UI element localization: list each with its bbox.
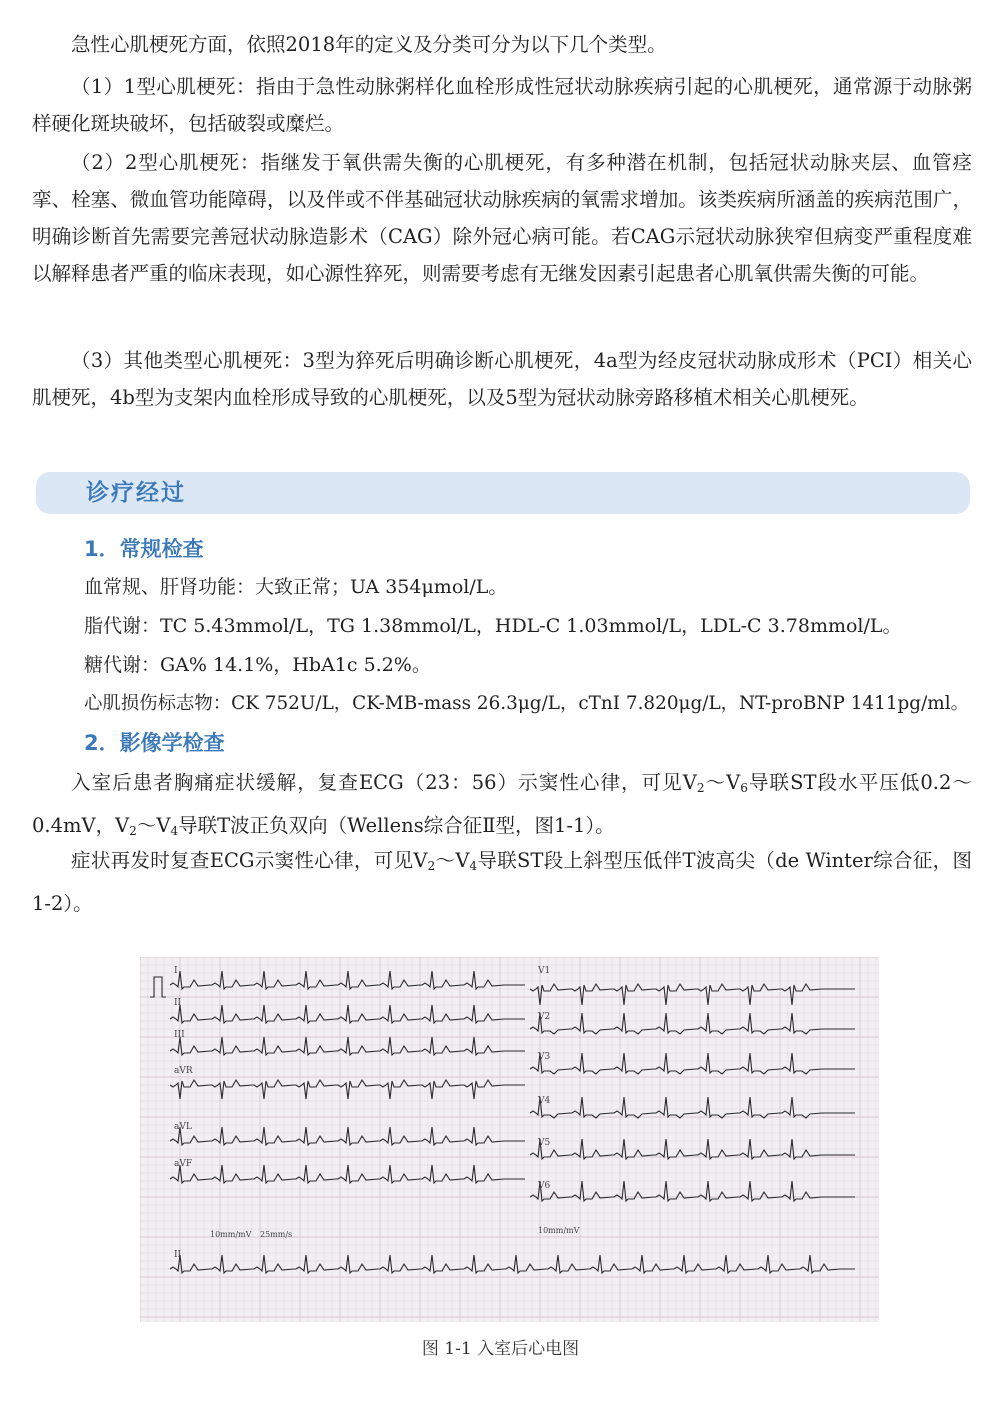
intro-paragraph: 急性心肌梗死方面，依照2018年的定义及分类可分为以下几个类型。 <box>71 33 667 56</box>
lead-label-V1: V1 <box>538 966 551 976</box>
routine-line-lipid: 脂代谢：TC 5.43mmol/L，TG 1.38mmol/L，HDL-C 1.03mmol/L，LDL-C 3.78mmol/L。 <box>84 615 902 637</box>
figure-caption: 图 1-1 入室后心电图 <box>421 1339 580 1359</box>
lead-label-aVL: aVL <box>174 1122 192 1132</box>
calibration-pulse <box>150 977 166 997</box>
lead-label-I: I <box>174 966 178 976</box>
rhythm-lead-label: II <box>174 1250 182 1260</box>
trace-V1 <box>530 984 855 1005</box>
ecg-tracing <box>140 957 879 1322</box>
lead-label-V4: V4 <box>538 1096 551 1106</box>
lead-label-V2: V2 <box>538 1012 551 1022</box>
calibration-label: 10mm/mV <box>210 1230 252 1239</box>
lead-label-II: II <box>174 998 182 1008</box>
calibration-label-right: 10mm/mV <box>538 1226 580 1235</box>
trace-III <box>170 1037 525 1055</box>
imaging-paragraph-2: 症状再发时复查ECG示窦性心律，可见$V_2\sim V_4$导联ST段上斜型压低伴T波高尖（de Winter综合征，图1-2）。 <box>32 849 972 916</box>
trace-I <box>170 971 525 989</box>
routine-line-cardiac: 心肌损伤标志物：CK 752U/L，CK-MB-mass 26.3μg/L，cTnI 7.820μg/L，NT-proBNP 1411pg/ml。 <box>84 693 969 714</box>
trace-V6 <box>530 1181 855 1201</box>
lead-label-V3: V3 <box>538 1052 551 1062</box>
trace-aVR <box>170 1080 525 1099</box>
trace-II <box>170 1005 525 1023</box>
trace-V2 <box>530 1013 855 1034</box>
routine-line-blood: 血常规、肝肾功能：大致正常；UA 354μmol/L。 <box>84 576 508 598</box>
type2-paragraph: （2）2型心肌梗死：指继发于氧供需失衡的心肌梗死，有多种潜在机制，包括冠状动脉夹层、血管痉挛、栓塞、微血管功能障碍，以及伴或不伴基础冠状动脉疾病的氧需求增加。该类疾病所涵盖的疾病范围广，明确诊断首先需要完善冠状动脉造影术（CAG）除外冠心病可能。若CAG示冠状动脉狭窄但病变严重程度难以解释患者严重的临床表现，如心源性猝死，则需要考虑有无继发因素引起患者心肌氧供需失衡的可能。 <box>32 151 972 285</box>
other-types-paragraph: （3）其他类型心肌梗死：3型为猝死后明确诊断心肌梗死，4a型为经皮冠状动脉成形术（PCI）相关心肌梗死，4b型为支架内血栓形成导致的心肌梗死，以及5型为冠状动脉旁路移植术相关心肌梗死。 <box>32 349 972 409</box>
type1-paragraph: （1）1型心肌梗死：指由于急性动脉粥样化血栓形成性冠状动脉疾病引起的心肌梗死，通常源于动脉粥样硬化斑块破坏，包括破裂或糜烂。 <box>32 75 972 135</box>
lead-label-V5: V5 <box>538 1138 551 1148</box>
routine-heading: 1．常规检查 <box>84 537 204 561</box>
lead-label-aVF: aVF <box>174 1159 193 1169</box>
section-banner <box>36 472 970 514</box>
lead-label-III: III <box>174 1030 185 1040</box>
trace-rhythm-II <box>170 1255 855 1273</box>
imaging-heading: 2．影像学检查 <box>84 731 225 755</box>
speed-label: 25mm/s <box>260 1230 293 1239</box>
trace-aVF <box>170 1165 525 1183</box>
trace-aVL <box>170 1127 525 1145</box>
trace-V3 <box>530 1053 855 1074</box>
routine-line-glucose: 糖代谢：GA% 14.1%，HbA1c 5.2%。 <box>84 654 431 676</box>
imaging-paragraph-1: 入室后患者胸痛症状缓解，复查ECG（23：56）示窦性心律，可见$V_2\sim V_6$导联ST段水平压低0.2～0.4mV，$V_2\sim V_4$导联T波正负双向（Wellens综合征Ⅱ型，图1-1）。 <box>32 771 972 839</box>
section-title: 诊疗经过 <box>86 480 186 506</box>
lead-label-V6: V6 <box>538 1181 551 1191</box>
trace-V4 <box>530 1097 855 1118</box>
lead-label-aVR: aVR <box>174 1066 193 1076</box>
ecg-figure <box>140 957 879 1322</box>
